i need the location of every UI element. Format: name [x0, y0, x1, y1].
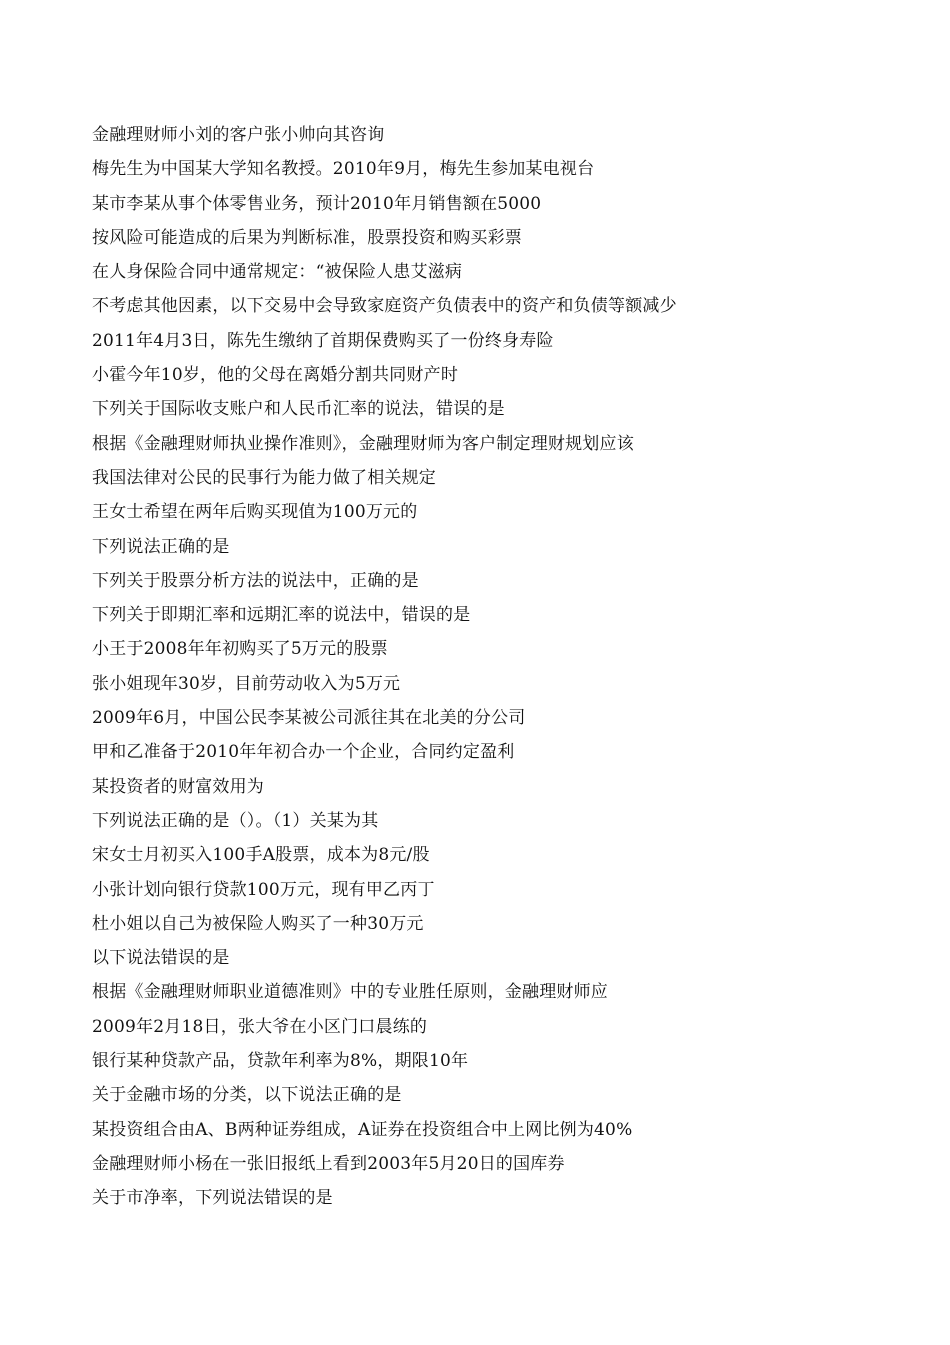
document-text-lines: [92, 118, 677, 1216]
text-line: 根据《金融理财师执业操作准则》，金融理财师为客户制定理财规划应该: [92, 433, 634, 454]
text-line: 某投资组合由A、B两种证券组成，A证券在投资组合中上网比例为40%: [92, 1119, 633, 1140]
text-line: 2009年6月，中国公民李某被公司派往其在北美的分公司: [92, 708, 526, 729]
text-line: 关于金融市场的分类，以下说法正确的是: [92, 1085, 402, 1106]
text-line: 小王于2008年年初购买了5万元的股票: [92, 639, 388, 660]
text-line: 银行某种贷款产品，贷款年利率为8%，期限10年: [92, 1051, 469, 1072]
text-line: 宋女士月初买入100手A股票，成本为8元/股: [92, 845, 430, 866]
text-line: 梅先生为中国某大学知名教授。2010年9月，梅先生参加某电视台: [92, 159, 595, 180]
text-line: 按风险可能造成的后果为判断标准，股票投资和购买彩票: [92, 227, 522, 248]
text-line: 张小姐现年30岁，目前劳动收入为5万元: [92, 673, 401, 694]
text-line: 小张计划向银行贷款100万元，现有甲乙丙丁: [92, 879, 435, 900]
text-line: 在人身保险合同中通常规定：“被保险人患艾滋病: [92, 262, 463, 283]
text-line: 金融理财师小刘的客户张小帅向其咨询: [92, 125, 385, 145]
text-line: 下列说法正确的是（）。（1）关某为其: [92, 810, 379, 831]
text-line: 2009年2月18日，张大爷在小区门口晨练的: [92, 1016, 428, 1037]
text-line: 下列关于股票分析方法的说法中，正确的是: [92, 570, 419, 591]
text-line: 某市李某从事个体零售业务，预计2010年月销售额在5000: [92, 193, 542, 214]
text-line: 不考虑其他因素，以下交易中会导致家庭资产负债表中的资产和负债等额减少: [92, 296, 677, 317]
text-line: 甲和乙准备于2010年年初合办一个企业，合同约定盈利: [92, 742, 515, 763]
text-line: 2011年4月3日，陈先生缴纳了首期保费购买了一份终身寿险: [92, 330, 554, 351]
text-line: 以下说法错误的是: [92, 948, 230, 969]
text-line: 根据《金融理财师职业道德准则》中的专业胜任原则，金融理财师应: [92, 982, 608, 1003]
text-line: 下列说法正确的是: [92, 536, 230, 557]
text-line: 王女士希望在两年后购买现值为100万元的: [92, 502, 418, 523]
text-line: 金融理财师小杨在一张旧报纸上看到2003年5月20日的国库券: [92, 1153, 565, 1174]
text-line: 某投资者的财富效用为: [92, 776, 264, 797]
text-line: 小霍今年10岁，他的父母在离婚分割共同财产时: [92, 365, 459, 386]
text-line: 下列关于即期汇率和远期汇率的说法中，错误的是: [92, 605, 471, 626]
text-line: 我国法律对公民的民事行为能力做了相关规定: [92, 467, 436, 488]
text-line: 关于市净率，下列说法错误的是: [92, 1188, 333, 1209]
text-line: 杜小姐以自己为被保险人购买了一种30万元: [92, 913, 424, 934]
text-line: 下列关于国际收支账户和人民币汇率的说法，错误的是: [92, 399, 505, 420]
